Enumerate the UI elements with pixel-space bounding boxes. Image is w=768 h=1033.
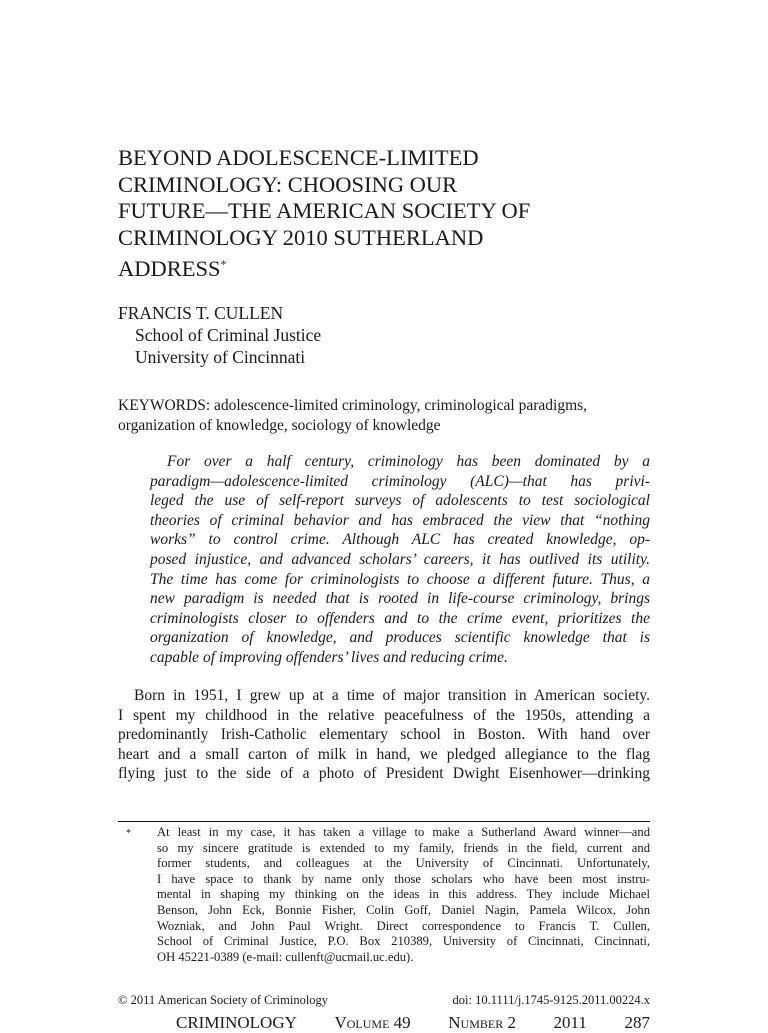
body-line: heart and a small carton of milk in hand, we pledged allegiance to the flag xyxy=(118,745,650,763)
author-affiliation xyxy=(135,324,321,368)
title-footnote-marker: * xyxy=(220,257,227,271)
title-line-last xyxy=(118,251,658,283)
keywords-line: KEYWORDS: adolescence-limited criminology, criminological paradigms, xyxy=(118,397,588,414)
footnote-divider xyxy=(118,821,650,822)
abstract xyxy=(150,452,650,668)
body-line: Born in 1951, I grew up at a time of major transition in American society. xyxy=(134,687,650,704)
footnote-line: School of Criminal Justice, P.O. Box 210389, University of Cincinnati, Cincinnati, xyxy=(157,934,650,949)
running-footer xyxy=(176,1013,650,1033)
title-line: BEYOND ADOLESCENCE-LIMITED xyxy=(118,145,479,170)
footnote-line: I have space to thank by name only those scholars who have been most instru- xyxy=(157,871,650,886)
body-line: predominantly Irish-Catholic elementary school in Boston. With hand over xyxy=(118,726,650,744)
keywords-line: organization of knowledge, sociology of knowledge xyxy=(118,416,441,434)
abstract-line: works” to control crime. Although ALC has created knowledge, op- xyxy=(150,531,650,549)
keywords xyxy=(118,396,650,435)
abstract-line: new paradigm is needed that is rooted in life-course criminology, brings xyxy=(150,590,650,608)
affiliation-line: University of Cincinnati xyxy=(135,347,306,367)
title-line: CRIMINOLOGY 2010 SUTHERLAND xyxy=(118,224,484,250)
footnote-marker: * xyxy=(126,828,131,839)
copyright-notice: © 2011 American Society of Criminology xyxy=(118,993,329,1007)
abstract-line: For over a half century, criminology has been dominated by a xyxy=(167,453,650,470)
footnote-line: Benson, John Eck, Bonnie Fisher, Colin Goff, Daniel Nagin, Pamela Wilcox, John xyxy=(157,902,650,917)
volume: Volume 49 xyxy=(334,1013,411,1032)
title-line: FUTURE—THE AMERICAN SOCIETY OF xyxy=(118,198,531,223)
abstract-line: theories of criminal behavior and has embraced the view that “nothing xyxy=(150,511,650,529)
footnote-line: Wozniak, and John Paul Wright. Direct correspondence to Francis T. Cullen, xyxy=(157,918,650,933)
affiliation-line: School of Criminal Justice xyxy=(135,325,322,345)
footnote-line: At least in my case, it has taken a village to make a Sutherland Award winner—and xyxy=(157,825,650,839)
doi: doi: 10.1111/j.1745-9125.2011.00224.x xyxy=(452,993,650,1007)
page-number: 287 xyxy=(624,1013,650,1032)
title-line: CRIMINOLOGY: CHOOSING OUR xyxy=(118,171,458,197)
issue-number: Number 2 xyxy=(448,1013,516,1032)
article-title xyxy=(118,145,658,283)
abstract-line: paradigm—adolescence-limited criminology (ALC)—that has privi- xyxy=(150,472,650,490)
footnote-line: OH 45221-0389 (e-mail: cullenft@ucmail.uc.edu). xyxy=(157,949,414,964)
body-paragraph xyxy=(118,686,650,784)
body-line: flying just to the side of a photo of President Dwight Eisenhower—drinking xyxy=(118,765,650,783)
abstract-line: leged the use of self-report surveys of adolescents to test sociological xyxy=(150,492,650,510)
title-line-text: ADDRESS xyxy=(118,256,221,281)
abstract-line: posed injustice, and advanced scholars’ careers, it has outlived its utility. xyxy=(150,550,650,568)
journal-name: CRIMINOLOGY xyxy=(176,1013,297,1032)
footnote-line: so my sincere gratitude is extended to my family, friends in the field, current and xyxy=(157,840,650,855)
abstract-line: The time has come for criminologists to choose a different future. Thus, a xyxy=(150,570,650,588)
year: 2011 xyxy=(553,1013,587,1032)
footnote-line: former students, and colleagues at the University of Cincinnati. Unfortunately, xyxy=(157,856,650,871)
abstract-line: criminologists closer to offenders and to the crime event, prioritizes the xyxy=(150,609,650,627)
abstract-line: organization of knowledge, and produces scientific knowledge that is xyxy=(150,629,650,647)
author-name: FRANCIS T. CULLEN xyxy=(118,303,284,323)
footnote xyxy=(157,825,650,965)
abstract-line: capable of improving offenders’ lives and reducing crime. xyxy=(150,648,508,666)
footnote-line: mental in shaping my thinking on the ideas in this address. They include Michael xyxy=(157,887,650,902)
body-line: I spent my childhood in the relative peacefulness of the 1950s, attending a xyxy=(118,706,650,724)
